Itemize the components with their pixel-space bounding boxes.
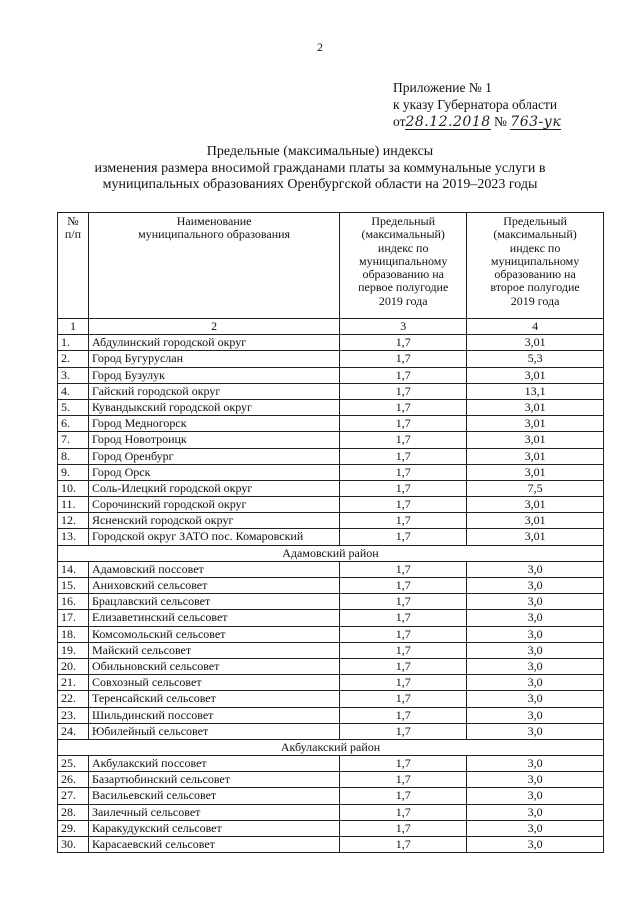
row-name: Обильновский сельсовет [88, 658, 339, 674]
row-name: Гайский городской округ [88, 383, 339, 399]
row-name: Абдулинский городской округ [88, 335, 339, 351]
row-number: 10. [58, 480, 89, 496]
row-number: 21. [58, 675, 89, 691]
table-row [58, 578, 604, 594]
row-number: 13. [58, 529, 89, 545]
row-second-half-index: 3,0 [467, 691, 604, 707]
row-name: Теренсайский сельсовет [88, 691, 339, 707]
table-row [58, 432, 604, 448]
table-row [58, 351, 604, 367]
row-name: Заилечный сельсовет [88, 804, 339, 820]
header-number: № п/п [58, 213, 89, 319]
table-body [58, 335, 604, 853]
row-first-half-index: 1,7 [340, 675, 467, 691]
row-first-half-index: 1,7 [340, 416, 467, 432]
header-first-half: Предельный (максимальный) индекс по муниципальному образованию на первое полугодие 2019 года [340, 213, 467, 319]
table-row [58, 642, 604, 658]
table-row [58, 772, 604, 788]
row-second-half-index: 3,01 [467, 513, 604, 529]
row-name: Город Бузулук [88, 367, 339, 383]
number-label: № [494, 114, 507, 129]
table-row [58, 691, 604, 707]
row-number: 3. [58, 367, 89, 383]
column-number-row [58, 319, 604, 335]
row-name: Город Новотроицк [88, 432, 339, 448]
row-number: 1. [58, 335, 89, 351]
row-second-half-index: 3,01 [467, 448, 604, 464]
row-number: 19. [58, 642, 89, 658]
row-name: Базартюбинский сельсовет [88, 772, 339, 788]
row-second-half-index: 3,0 [467, 578, 604, 594]
header-name: Наименование муниципального образования [88, 213, 339, 319]
row-second-half-index: 3,0 [467, 804, 604, 820]
table-row [58, 529, 604, 545]
row-name: Совхозный сельсовет [88, 675, 339, 691]
table-row [58, 804, 604, 820]
row-name: Карасаевский сельсовет [88, 837, 339, 853]
row-number: 14. [58, 561, 89, 577]
row-first-half-index: 1,7 [340, 837, 467, 853]
title-line-2: изменения размера вносимой гражданами платы за коммунальные услуги в [94, 160, 546, 176]
page-number: 2 [317, 40, 323, 54]
indices-table [57, 212, 604, 853]
table-row [58, 513, 604, 529]
table-row [58, 497, 604, 513]
table-row [58, 756, 604, 772]
row-second-half-index: 3,01 [467, 335, 604, 351]
row-name: Город Орск [88, 464, 339, 480]
row-second-half-index: 3,0 [467, 642, 604, 658]
row-name: Юбилейный сельсовет [88, 723, 339, 739]
row-second-half-index: 3,0 [467, 626, 604, 642]
row-name: Город Бугуруслан [88, 351, 339, 367]
row-second-half-index: 3,0 [467, 837, 604, 853]
title-line-3: муниципальных образованиях Оренбургской области на 2019–2023 годы [102, 177, 538, 192]
row-second-half-index: 3,0 [467, 788, 604, 804]
row-first-half-index: 1,7 [340, 480, 467, 496]
row-first-half-index: 1,7 [340, 820, 467, 836]
handwritten-date: 28.12.2018 [405, 114, 491, 130]
row-number: 20. [58, 658, 89, 674]
row-name: Ясненский городской округ [88, 513, 339, 529]
row-name: Городской округ ЗАТО пос. Комаровский [88, 529, 339, 545]
row-second-half-index: 3,0 [467, 723, 604, 739]
row-second-half-index: 3,01 [467, 399, 604, 415]
appendix-date-line [393, 113, 561, 130]
row-name: Сорочинский городской округ [88, 497, 339, 513]
row-second-half-index: 3,01 [467, 464, 604, 480]
row-name: Васильевский сельсовет [88, 788, 339, 804]
row-first-half-index: 1,7 [340, 723, 467, 739]
row-name: Город Медногорск [88, 416, 339, 432]
row-second-half-index: 3,0 [467, 772, 604, 788]
row-first-half-index: 1,7 [340, 594, 467, 610]
row-first-half-index: 1,7 [340, 464, 467, 480]
table-row [58, 820, 604, 836]
row-number: 11. [58, 497, 89, 513]
table-row [58, 480, 604, 496]
header-second-half: Предельный (максимальный) индекс по муниципальному образованию на второе полугодие 2019 года [467, 213, 604, 319]
table-row [58, 416, 604, 432]
row-second-half-index: 3,0 [467, 658, 604, 674]
title-line-1: Предельные (максимальные) индексы [206, 144, 434, 159]
row-number: 6. [58, 416, 89, 432]
row-first-half-index: 1,7 [340, 626, 467, 642]
column-number-1: 1 [58, 319, 89, 335]
row-name: Майский сельсовет [88, 642, 339, 658]
row-name: Шильдинский поссовет [88, 707, 339, 723]
row-number: 25. [58, 756, 89, 772]
row-first-half-index: 1,7 [340, 756, 467, 772]
row-number: 17. [58, 610, 89, 626]
row-first-half-index: 1,7 [340, 642, 467, 658]
row-second-half-index: 3,0 [467, 610, 604, 626]
row-first-half-index: 1,7 [340, 804, 467, 820]
row-first-half-index: 1,7 [340, 335, 467, 351]
row-number: 4. [58, 383, 89, 399]
table-row [58, 367, 604, 383]
row-first-half-index: 1,7 [340, 432, 467, 448]
row-second-half-index: 3,01 [467, 367, 604, 383]
section-row-akbulaksky [58, 739, 604, 755]
table-row [58, 561, 604, 577]
row-second-half-index: 13,1 [467, 383, 604, 399]
table-row [58, 399, 604, 415]
row-second-half-index: 3,01 [467, 529, 604, 545]
table-row [58, 837, 604, 853]
row-first-half-index: 1,7 [340, 658, 467, 674]
document-title [0, 144, 640, 194]
row-number: 22. [58, 691, 89, 707]
column-number-3: 3 [340, 319, 467, 335]
table-row [58, 610, 604, 626]
row-second-half-index: 3,0 [467, 561, 604, 577]
row-number: 9. [58, 464, 89, 480]
row-second-half-index: 3,0 [467, 756, 604, 772]
appendix-block [393, 79, 561, 130]
row-number: 12. [58, 513, 89, 529]
row-first-half-index: 1,7 [340, 529, 467, 545]
table-row [58, 626, 604, 642]
row-first-half-index: 1,7 [340, 610, 467, 626]
section-row-adamovsky [58, 545, 604, 561]
row-name: Адамовский поссовет [88, 561, 339, 577]
row-name: Город Оренбург [88, 448, 339, 464]
row-name: Брацлавский сельсовет [88, 594, 339, 610]
row-number: 5. [58, 399, 89, 415]
row-first-half-index: 1,7 [340, 351, 467, 367]
row-number: 30. [58, 837, 89, 853]
row-number: 8. [58, 448, 89, 464]
appendix-title: Приложение № 1 [393, 80, 492, 95]
table-row [58, 594, 604, 610]
row-first-half-index: 1,7 [340, 561, 467, 577]
row-first-half-index: 1,7 [340, 367, 467, 383]
column-number-4: 4 [467, 319, 604, 335]
table-row [58, 788, 604, 804]
row-first-half-index: 1,7 [340, 691, 467, 707]
row-name: Комсомольский сельсовет [88, 626, 339, 642]
section-title: Адамовский район [58, 545, 604, 561]
row-second-half-index: 3,0 [467, 594, 604, 610]
table-row [58, 658, 604, 674]
table-row [58, 707, 604, 723]
table-row [58, 723, 604, 739]
row-second-half-index: 3,01 [467, 416, 604, 432]
table-row [58, 675, 604, 691]
row-name: Кувандыкский городской округ [88, 399, 339, 415]
row-number: 26. [58, 772, 89, 788]
row-number: 18. [58, 626, 89, 642]
row-first-half-index: 1,7 [340, 448, 467, 464]
row-second-half-index: 3,0 [467, 675, 604, 691]
row-number: 29. [58, 820, 89, 836]
row-name: Каракудукский сельсовет [88, 820, 339, 836]
table-row [58, 448, 604, 464]
row-first-half-index: 1,7 [340, 578, 467, 594]
row-second-half-index: 3,0 [467, 707, 604, 723]
row-first-half-index: 1,7 [340, 788, 467, 804]
row-first-half-index: 1,7 [340, 513, 467, 529]
row-number: 16. [58, 594, 89, 610]
row-first-half-index: 1,7 [340, 383, 467, 399]
row-first-half-index: 1,7 [340, 497, 467, 513]
appendix-subtitle: к указу Губернатора области [393, 97, 558, 112]
row-name: Соль-Илецкий городской округ [88, 480, 339, 496]
section-title: Акбулакский район [58, 739, 604, 755]
table-header-row [58, 213, 604, 319]
table-row [58, 383, 604, 399]
column-number-2: 2 [88, 319, 339, 335]
row-number: 27. [58, 788, 89, 804]
row-second-half-index: 5,3 [467, 351, 604, 367]
row-name: Елизаветинский сельсовет [88, 610, 339, 626]
row-number: 2. [58, 351, 89, 367]
row-first-half-index: 1,7 [340, 772, 467, 788]
row-name: Акбулакский поссовет [88, 756, 339, 772]
table-row [58, 335, 604, 351]
row-second-half-index: 3,0 [467, 820, 604, 836]
row-second-half-index: 3,01 [467, 432, 604, 448]
row-number: 24. [58, 723, 89, 739]
row-first-half-index: 1,7 [340, 399, 467, 415]
row-first-half-index: 1,7 [340, 707, 467, 723]
row-second-half-index: 3,01 [467, 497, 604, 513]
row-second-half-index: 7,5 [467, 480, 604, 496]
row-number: 7. [58, 432, 89, 448]
row-name: Аниховский сельсовет [88, 578, 339, 594]
row-number: 23. [58, 707, 89, 723]
handwritten-number: 763-ук [510, 114, 562, 130]
row-number: 15. [58, 578, 89, 594]
from-label: от [393, 114, 406, 129]
table-row [58, 464, 604, 480]
row-number: 28. [58, 804, 89, 820]
